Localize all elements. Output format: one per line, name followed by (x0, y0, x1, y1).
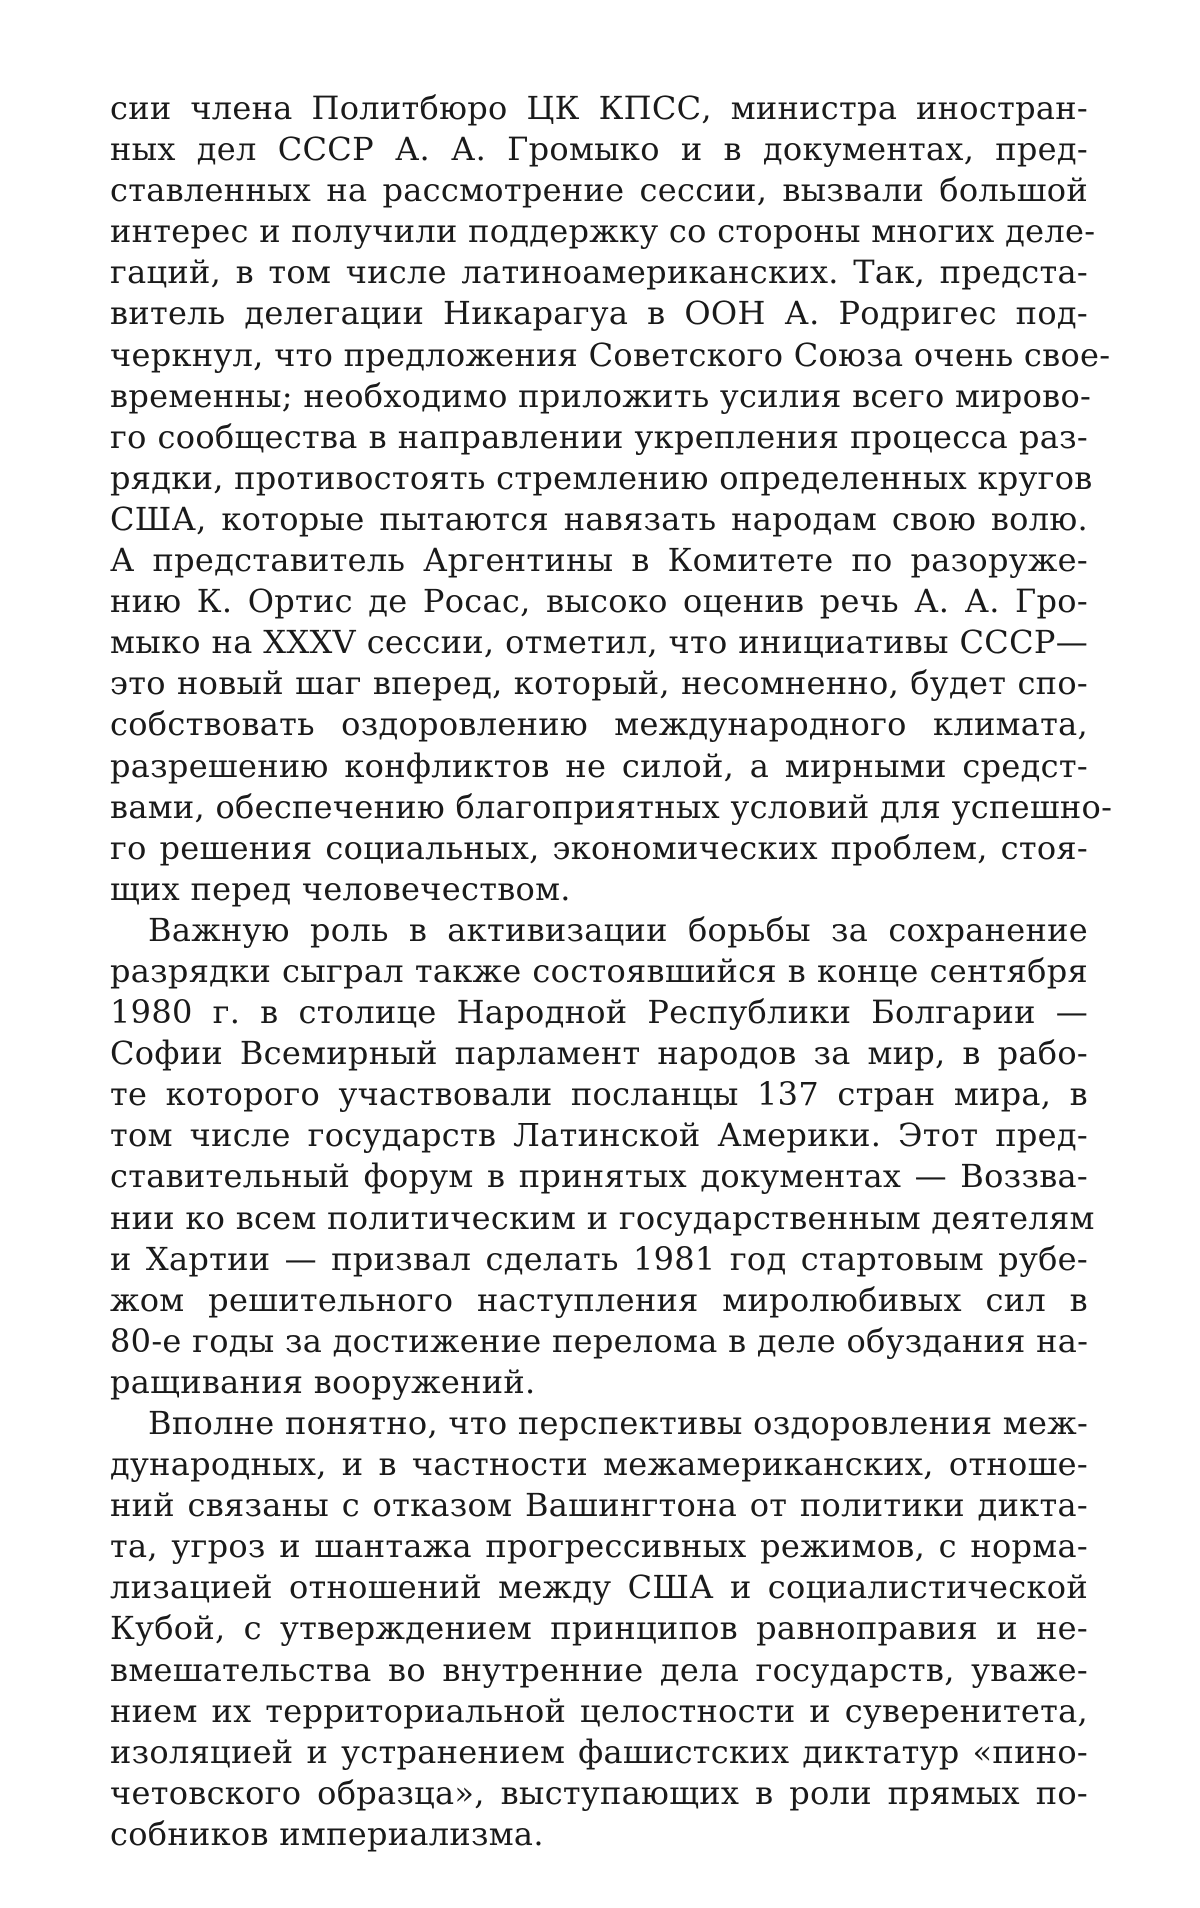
text-line: черкнул, что предложения Советского Союза очень свое- (110, 335, 1111, 374)
text-line: дународных, и в частности межамериканских, отноше- (110, 1445, 1088, 1484)
text-line: четовского образца», выступающих в роли прямых по- (110, 1773, 1088, 1812)
text-line: ний связаны с отказом Вашингтона от политики дикта- (110, 1486, 1088, 1525)
text-line: гаций, в том числе латиноамериканских. Так, предста- (110, 253, 1088, 292)
paragraph-2 (110, 910, 1095, 1403)
text-line: это новый шаг вперед, который, несомненно, будет спо- (110, 664, 1088, 703)
text-line: те которого участвовали посланцы 137 стран мира, в (110, 1075, 1088, 1114)
text-line: том числе государств Латинской Америки. Этот пред- (110, 1116, 1088, 1155)
text-line: разрядки сыграл также состоявшийся в конце сентября (110, 951, 1088, 990)
text-line: ставленных на рассмотрение сессии, вызвали большой (110, 171, 1088, 210)
text-line: вами, обеспечению благоприятных условий для успешно- (110, 787, 1113, 826)
text-line: ставительный форум в принятых документах — Воззва- (110, 1157, 1088, 1196)
text-line: го сообщества в направлении укрепления процесса раз- (110, 417, 1088, 456)
text-line: Важную роль в активизации борьбы за сохранение (148, 910, 1088, 949)
text-line: Кубой, с утверждением принципов равноправия и не- (110, 1609, 1088, 1648)
text-line: та, угроз и шантажа прогрессивных режимов, с норма- (110, 1527, 1088, 1566)
text-line: ных дел СССР А. А. Громыко и в документах, пред- (110, 130, 1088, 169)
text-line: собствовать оздоровлению международного климата, (110, 705, 1088, 744)
text-line: сии члена Политбюро ЦК КПСС, министра иностран- (110, 89, 1088, 127)
text-line: витель делегации Никарагуа в ООН А. Родригес под- (110, 294, 1088, 333)
text-line: нию К. Ортис де Росас, высоко оценив речь А. А. Гро- (110, 582, 1088, 621)
text-line: 80-е годы за достижение перелома в деле обуздания на- (110, 1321, 1089, 1360)
text-line: интерес и получили поддержку со стороны многих деле- (110, 212, 1096, 251)
text-line: разрешению конфликтов не силой, а мирными средст- (110, 746, 1088, 785)
text-line: Вполне понятно, что перспективы оздоровления меж- (148, 1404, 1089, 1442)
text-line: Софии Всемирный парламент народов за мир, в рабо- (110, 1034, 1088, 1073)
text-line: временны; необходимо приложить усилия всего мирово- (110, 376, 1092, 415)
document-page (110, 88, 1113, 1855)
text-line: рядки, противостоять стремлению определенных кругов (110, 458, 1093, 497)
text-line: щих перед человечеством. (110, 869, 571, 908)
text-line: нии ко всем политическим и государственным деятелям (110, 1198, 1095, 1237)
text-line: и Хартии — призвал сделать 1981 год стартовым рубе- (110, 1239, 1088, 1278)
text-line: го решения социальных, экономических проблем, стоя- (110, 828, 1088, 867)
paragraph-3 (110, 1403, 1088, 1855)
text-line: лизацией отношений между США и социалистической (110, 1568, 1088, 1607)
text-line: США, которые пытаются навязать народам свою волю. (110, 499, 1088, 538)
text-line: ращивания вооружений. (110, 1362, 536, 1401)
text-line: вмешательства во внутренние дела государств, уваже- (110, 1650, 1088, 1689)
text-line: 1980 г. в столице Народной Республики Болгарии — (110, 993, 1088, 1032)
paragraph-1 (110, 88, 1113, 910)
text-line: мыко на XXXV сессии, отметил, что инициативы СССР— (110, 623, 1088, 662)
text-line: нием их территориальной целостности и суверенитета, (110, 1691, 1088, 1730)
text-line: изоляцией и устранением фашистских диктатур «пино- (110, 1732, 1088, 1771)
text-line: А представитель Аргентины в Комитете по разоруже- (110, 541, 1088, 580)
text-line: жом решительного наступления миролюбивых сил в (110, 1280, 1088, 1319)
text-line: собников империализма. (110, 1814, 544, 1853)
